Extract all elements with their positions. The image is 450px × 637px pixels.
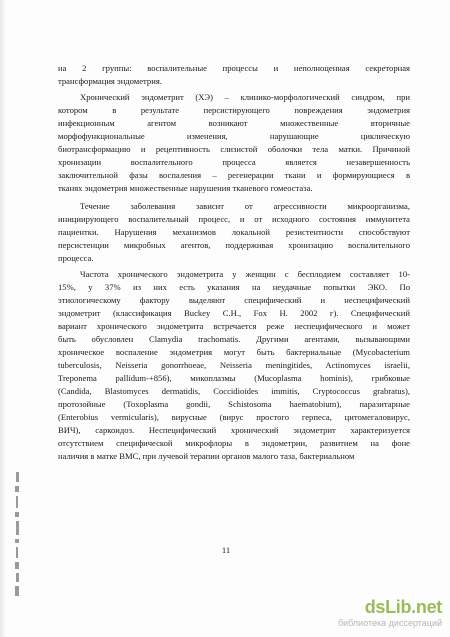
text-line: ВИЧ), саркоидоз. Неспецифический хронический эндометрит характеризуется: [58, 425, 410, 435]
text-line: tuberculosis, Neisseria gonorrhoeae, Neisseria meningitides, Actinomyces israelii,: [58, 360, 410, 370]
watermark-subtitle: библиотека диссертаций: [337, 618, 442, 628]
text-line: процесса.: [58, 253, 94, 263]
paragraph-p1: [58, 62, 410, 88]
text-line: биотрансформацию и рецептивность слизистой оболочки тела матки. Причиной: [58, 144, 410, 154]
text-line: Течение заболевания зависит от агрессивности микроорганизма,: [80, 201, 410, 211]
text-line: хронизации воспалительного процесса является незавершенность: [58, 157, 410, 167]
page-number: 11: [221, 545, 231, 555]
text-line: (Enterobius vermicularis), вирусные (вирус простого герпеса, цитомегаловирус,: [58, 412, 410, 422]
text-line: отсутствием специфической микрофлоры в эндометрии, развитием на фоне: [58, 438, 410, 448]
text-line: на 2 группы: воспалительные процессы и неполноценная секреторная: [58, 63, 410, 73]
text-line: котором в результате персистирующего повреждения эндометрия: [58, 105, 410, 115]
text-line: вариант хронического эндометрита встречается реже неспецифического и может: [58, 321, 410, 331]
text-line: инфекционным агентом возникают множественные вторичные: [58, 118, 410, 128]
text-line: 15%, у 37% из них есть указания на неудачные попытки ЭКО. По: [58, 282, 410, 292]
text-line: хроническое воспаление эндометрия могут быть бактериальные (Mycobacterium: [58, 347, 410, 357]
text-line: морфофункциональные изменения, нарушающие циклическую: [58, 131, 410, 141]
page-edge-shadow: [0, 0, 6, 637]
text-line: Частота хронического эндометрита у женщин с бесплодием составляет 10-: [80, 269, 410, 279]
text-line: (Candida, Blastomyces dermatidis, Coccidioides immitis, Cryptococcus grabratus),: [58, 386, 410, 396]
text-line: тканях эндометрия множественные нарушения тканевого гомеостаза.: [58, 183, 313, 193]
text-line: инициирующего воспалительный процесс, и от исходного состояния иммунитета: [58, 214, 410, 224]
text-line: Хронический эндометрит (ХЭ) – клинико-морфологический синдром, при: [80, 92, 410, 102]
text-line: Treponema pallidum-+856), микоплазмы (Mucoplasma hominis), грибковые: [58, 373, 410, 383]
text-line: трансформация эндометрия.: [58, 76, 162, 86]
watermark-logo: dsLib.net: [364, 597, 442, 617]
paragraph-p2: [58, 91, 410, 195]
watermark: [294, 597, 444, 633]
text-line: наличия в матке ВМС, при лучевой терапии органов малого таза, бактериальном: [58, 451, 355, 461]
text-line: быть обусловлен Clamydia trachomatis. Другими агентами, вызывающими: [58, 334, 410, 344]
text-line: эндометрит (классификация Buckey C.H., Fox H. 2002 г). Специфический: [58, 308, 410, 318]
text-line: протозойные (Toxoplasma gondii, Schistosoma haematobium), паразитарные: [58, 399, 410, 409]
text-line: этиологическому фактору выделяют специфический и неспецифический: [58, 295, 410, 305]
side-stamp-mark: [13, 470, 23, 600]
paragraph-p4: [58, 268, 410, 463]
text-line: пациентки. Нарушения механизмов локальной резистентности способствуют: [58, 227, 410, 237]
text-line: персистенции микробных агентов, поддерживая хронизацию воспалительного: [58, 240, 410, 250]
text-line: заключительной фазы воспаления – регенерации ткани и формирующиеся в: [58, 170, 410, 180]
paragraph-p3: [58, 200, 410, 265]
